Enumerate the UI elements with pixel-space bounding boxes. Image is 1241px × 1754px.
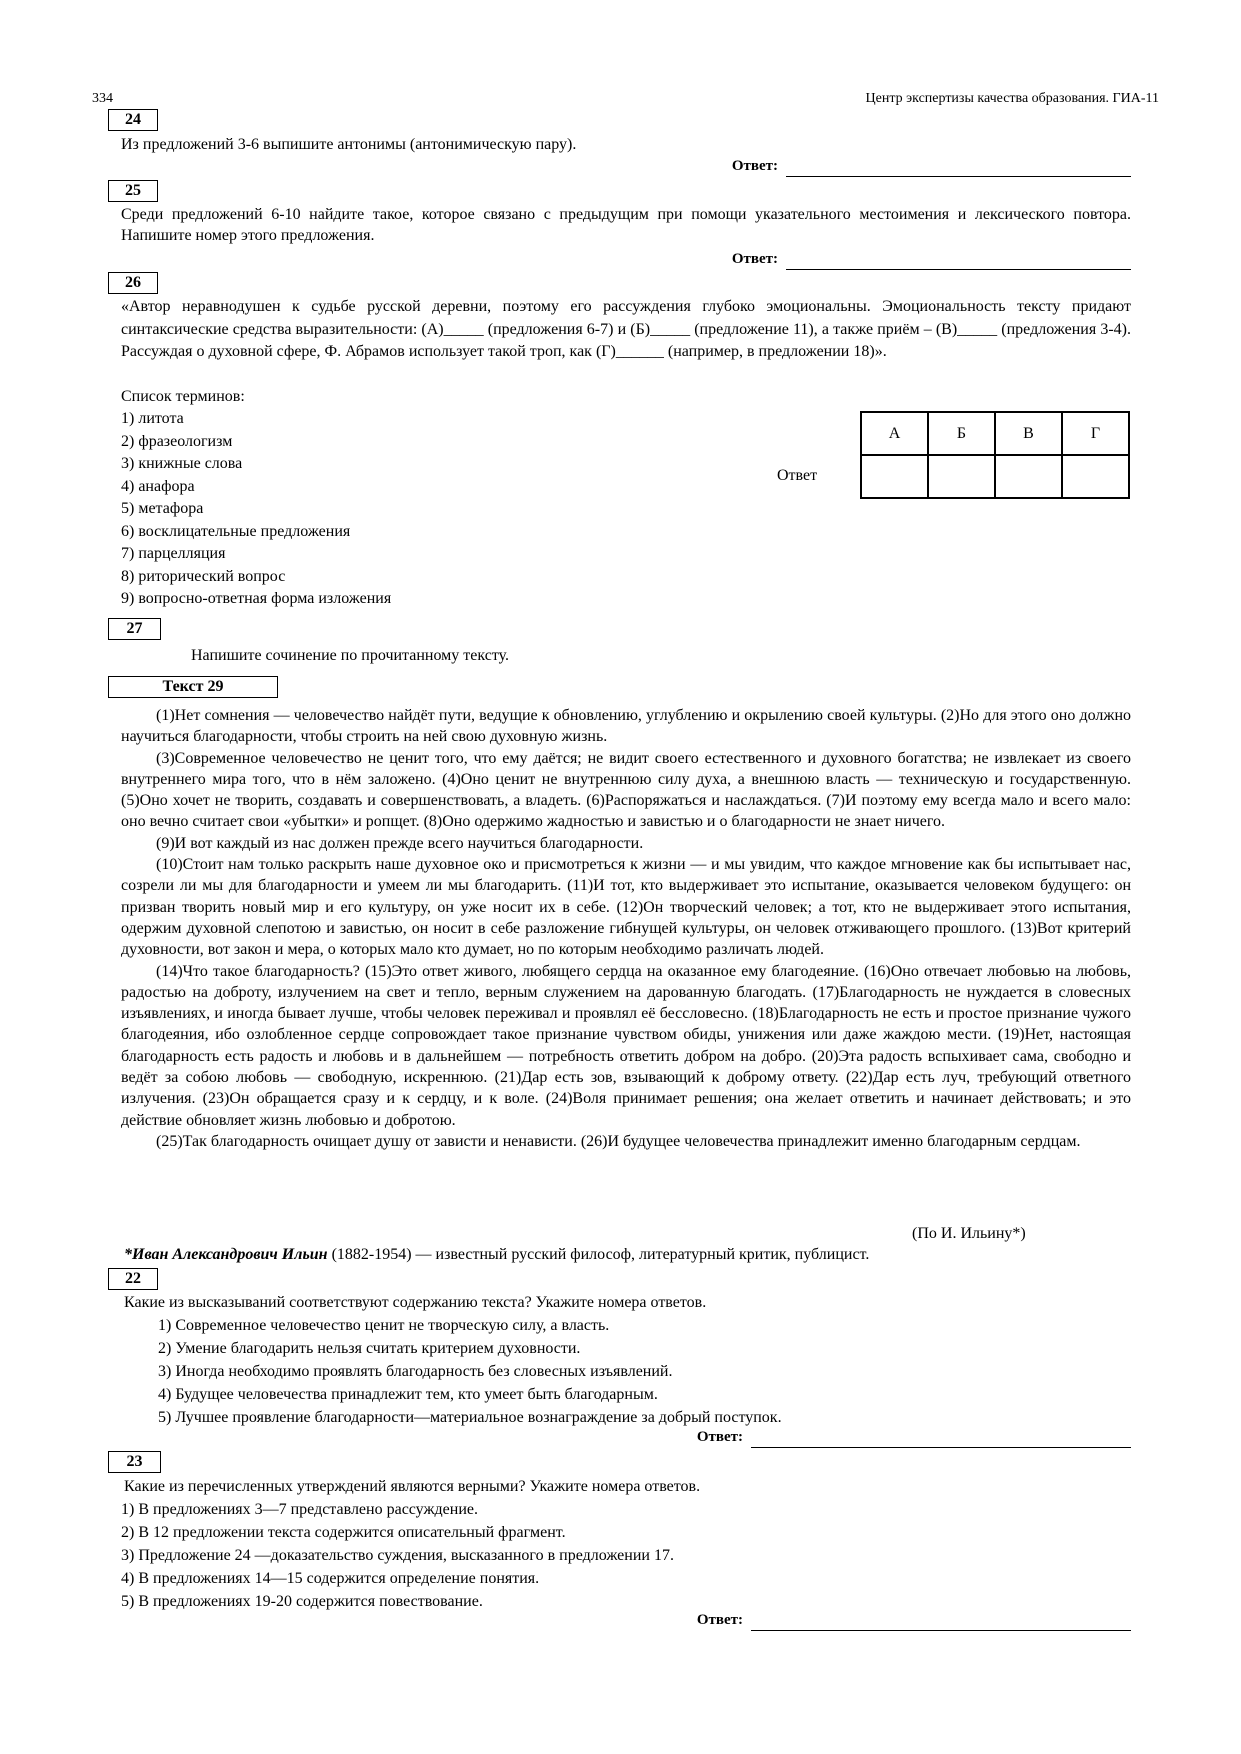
term-item: 8) риторический вопрос: [121, 567, 286, 585]
author-name: *Иван Александрович Ильин: [124, 1246, 328, 1263]
option-item: 4) В предложениях 14—15 содержится определение понятия.: [121, 1570, 540, 1587]
term-item: 1) литота: [121, 410, 184, 427]
term-item: 6) восклицательные предложения: [121, 522, 351, 540]
option-item: 4) Будущее человечества принадлежит тем, кто умеет быть благодарным.: [158, 1386, 658, 1403]
option-item: 1) Современное человечество ценит не творческую силу, а власть.: [158, 1317, 610, 1334]
text-body: [121, 705, 1131, 1152]
option-item: 2) В 12 предложении текста содержится описательный фрагмент.: [121, 1524, 566, 1541]
terms-title: Список терминов:: [121, 388, 245, 405]
author-description: (1882-1954) — известный русский философ, литературный критик, публицист.: [327, 1246, 870, 1263]
answer-23-field[interactable]: [751, 1614, 1131, 1631]
task-25-text: Среди предложений 6-10 найдите такое, которое связано с предыдущим при помощи указательного местоимения и лексического повтора. Напишите номер этого предложения.: [121, 206, 1131, 244]
task-number-23: 23: [108, 1451, 161, 1473]
text-paragraph: (9)И вот каждый из нас должен прежде всего научиться благодарности.: [156, 834, 644, 852]
option-item: 3) Иногда необходимо проявлять благодарность без словесных изъявлений.: [158, 1363, 673, 1380]
task-number-25: 25: [108, 180, 158, 202]
option-item: 3) Предложение 24 —доказательство суждения, высказанного в предложении 17.: [121, 1547, 674, 1564]
task-23-text: Какие из перечисленных утверждений являются верными? Укажите номера ответов.: [124, 1478, 701, 1495]
term-item: 9) вопросно-ответная форма изложения: [121, 590, 392, 607]
text-paragraph: (10)Стоит нам только раскрыть наше духовное око и присмотреться к жизни — и мы увидим, что каждое мгновение как бы испытывает нас, созрели ли мы для благодарности и умеем ли мы благодарить. (11)И тот, кто выдерживает это испытание, оказывается человеком будущего: он призван творить новый мир и его культуру, он уже носит их в себе. (12)Он творческий человек; а тот, кто не выдерживает этого испытания, одержим духовной слепотою и завистью, он носит в себе разложение гибнущей культуры, он человек отживающего прошлого. (13)Вот критерий духовности, вот закон и мера, о которых мало кто думает, но по которым необходимо различать людей.: [121, 856, 1131, 959]
answer-cell-v[interactable]: [995, 455, 1062, 498]
option-item: 5) Лучшее проявление благодарности—материальное вознаграждение за добрый поступок.: [158, 1409, 782, 1426]
option-item: 5) В предложениях 19-20 содержится повествование.: [121, 1593, 483, 1610]
table-header-g: Г: [1062, 412, 1129, 455]
terms-list: [121, 408, 391, 611]
task-23-options: [121, 1499, 674, 1614]
answer-cell-b[interactable]: [928, 455, 995, 498]
answer-label: Ответ:: [731, 158, 778, 174]
option-item: 1) В предложениях 3—7 представлено рассуждение.: [121, 1501, 478, 1518]
text-paragraph: (14)Что такое благодарность? (15)Это ответ живого, любящего сердца на оказанное ему благодеяние. (16)Оно отвечает любовью на любовь, радостью на доброту, излучением на свет и тепло, верным служением на дарованную благодать. (17)Благодарность не нуждается в словесных изъявлениях, и иногда бывает лучше, чтобы человек переживал и проявлял её бессловесно. (18)Благодарность не есть и простое признание чужого благодеяния, ибо озлобленное сердце сопровождает такое признание чувством обиды, унижения или даже жаждою мести. (19)Нет, настоящая благодарность есть радость и любовь и в дальнейшем — потребность ответить добром на добро. (20)Эта радость вспыхивает сама, свободно и ведёт за собою любовь — свободную, искреннюю. (21)Дар есть зов, взывающий к доброму ответу. (22)Дар есть луч, требующий ответного излучения. (23)Он обращается сразу и к сердцу, и к воле. (24)Воля принимает решения; она желает ответить и начинает действовать; и это действие обновляет жизнь любовью и добротою.: [121, 962, 1131, 1129]
task-27-text: Напишите сочинение по прочитанному тексту.: [191, 647, 510, 664]
term-item: 7) парцелляция: [121, 545, 226, 562]
answer-24-field[interactable]: [786, 160, 1131, 177]
task-number-24: 24: [108, 109, 158, 131]
page-header-title: Центр экспертизы качества образования. ГИА-11: [865, 91, 1159, 106]
text-paragraph: (3)Современное человечество не ценит того, что ему даётся; не видит своего естественного и духовного богатства; не извлекает из своего внутреннего мира того, что в нём заложено. (4)Оно ценит не внутреннюю силу духа, а внешнюю власть — техническую и государственную. (5)Оно хочет не творить, создавать и совершенствовать, а владеть. (6)Распоряжаться и наслаждаться. (7)И поэтому ему всегда мало и всего мало: оно вечно считает свои «убытки» и ропщет. (8)Оно одержимо жадностью и завистью и о благодарности не знает ничего.: [121, 749, 1131, 831]
answer-cell-g[interactable]: [1062, 455, 1129, 498]
task-26-text: «Автор неравнодушен к судьбе русской деревни, поэтому его рассуждения глубоко эмоциональны. Эмоциональность тексту придают синтаксические средства выразительности: (А)_____ (предложения 6-7) и (Б)_____ (предложение 11), а также приём – (В)_____ (предложения 3-4). Рассуждая о духовной сфере, Ф. Абрамов использует такой троп, как (Г)______ (например, в предложении 18)».: [121, 298, 1131, 360]
task-number-27: 27: [108, 618, 161, 640]
answer-24: [732, 156, 1131, 177]
task-22-text: Какие из высказываний соответствуют содержанию текста? Укажите номера ответов.: [124, 1294, 707, 1311]
text-label: Текст 29: [108, 676, 278, 698]
author-footnote: [124, 1244, 869, 1265]
term-item: 5) метафора: [121, 500, 204, 517]
term-item: 2) фразеологизм: [121, 432, 233, 450]
term-item: 4) анафора: [121, 477, 195, 495]
text-paragraph: (1)Нет сомнения — человечество найдёт пути, ведущие к обновлению, углублению и окрылению своей культуры. (2)Но для этого оно должно научиться благодарности, чтобы строить на ней свою духовную жизнь.: [121, 707, 1131, 746]
answer-label: Ответ:: [696, 1612, 743, 1628]
answer-table-label: Ответ: [777, 467, 818, 484]
task-number-26: 26: [108, 272, 158, 294]
answer-cell-a[interactable]: [861, 455, 928, 498]
table-header-v: В: [995, 412, 1062, 455]
option-item: 2) Умение благодарить нельзя считать критерием духовности.: [158, 1340, 581, 1357]
term-item: 3) книжные слова: [121, 455, 243, 472]
task-number-22: 22: [108, 1268, 158, 1290]
answer-23: [697, 1610, 1131, 1631]
table-header-a: А: [861, 412, 928, 455]
text-source: (По И. Ильину*): [912, 1225, 1026, 1242]
answer-label: Ответ:: [696, 1429, 743, 1445]
answer-25: [732, 249, 1131, 270]
task-24-text: Из предложений 3-6 выпишите антонимы (антонимическую пару).: [121, 136, 577, 153]
answer-22-field[interactable]: [751, 1431, 1131, 1448]
table-header-b: Б: [928, 412, 995, 455]
page-number: 334: [92, 91, 113, 106]
answer-table: [860, 411, 1130, 499]
answer-label: Ответ:: [731, 251, 778, 267]
task-22-options: [158, 1315, 782, 1430]
text-paragraph: (25)Так благодарность очищает душу от зависти и ненависти. (26)И будущее человечества принадлежит именно благодарным сердцам.: [156, 1132, 1081, 1150]
answer-25-field[interactable]: [786, 253, 1131, 270]
answer-22: [697, 1427, 1131, 1448]
